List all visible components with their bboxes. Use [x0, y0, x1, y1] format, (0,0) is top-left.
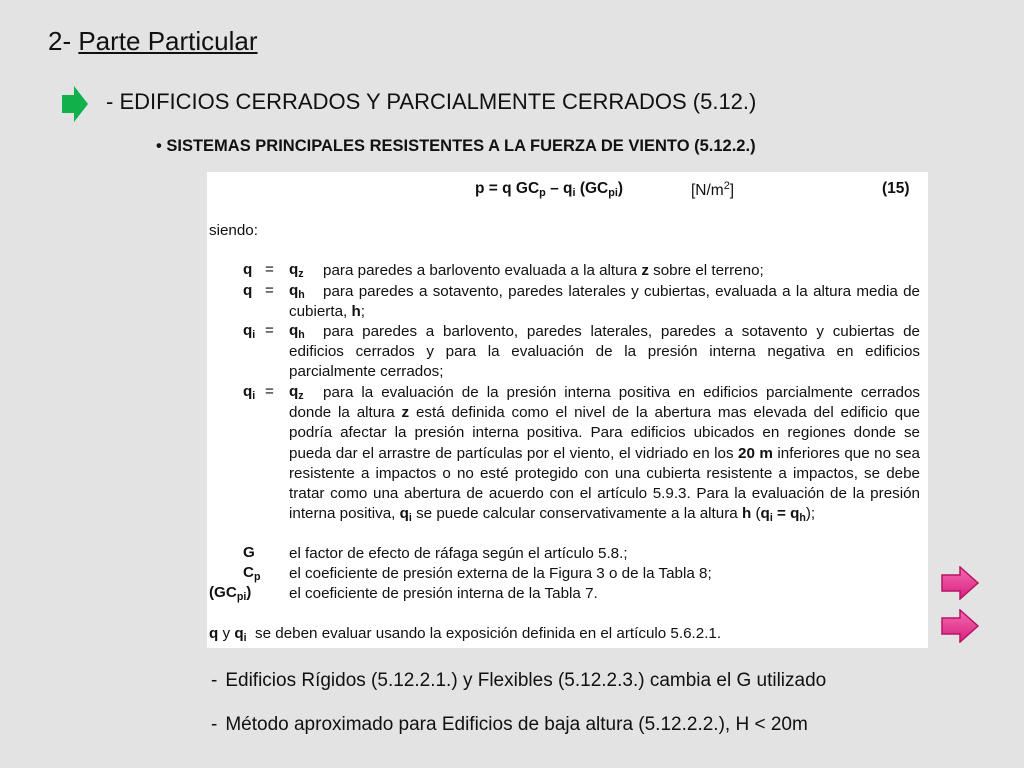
title-prefix: 2- — [48, 26, 79, 56]
definition-box: p = q $GC_p - q_i$ $(GC_{pi})$ $[N/m^2]$ (15) siendo: q = $q_z$ para paredes a barlovento evaluada a la altura z sobre el terreno; q = $q_h$ para paredes a sotavento, paredes laterales y cubiertas, evaluada a la altura media de cubierta, h; $q_i$ = $q_h$ para paredes a barlovento, paredes laterales, paredes a sotavento y cubiertas de edificios cerrados y para la evaluación de la presión interna negativa en edificios parcialmente cerrados; $q_i$ = $q_z$ para la evaluación de la presión interna positiva en edificios parcialmente cerrados donde la altura z está definida como el nivel de la abertura mas elevada del edificio que podría afectar la presión interna positiva. Para edificios ubicados en regiones donde se pueda dar el arrastre de partículas por el viento, el vidriado en los 20 m inferiores que no sea resistente a impactos o no esté protegido con una cubierta resistente a impactos, se debe tratar como una abertura de acuerdo con el artículo 5.9.3. Para la evaluación de la presión interna positiva, $q_i$ se puede calcular conservativamente a la altura h $(q_i = q_h)$; G el factor de efecto de ráfaga según el artículo 5.8.; $C_p$ el coeficiente de presión externa de la Figura 3 o de la Tabla 8; $(GC_{pi})$ el coeficiente de presión interna de la Tabla 7. q y $q_i$ se deben evaluar usando la exposición definida en el artículo 5.6.2.1. — [207, 172, 928, 648]
list-item: - Edificios Rígidos (5.12.2.1.) y Flexibles (5.12.2.3.) cambia el G utilizado — [211, 670, 827, 691]
arrow-right-icon — [62, 86, 88, 122]
siendo-label: siendo: — [209, 222, 258, 239]
definition-qi-h-text: para paredes a barlovento, paredes laterales, paredes a sotavento y cubiertas de edificios cerrados y para la evaluación de la presión interna negativa en edificios parcialmente cerrados; — [289, 323, 920, 381]
equation-number: (15) — [882, 180, 910, 197]
footnote: q y $q_i$ se deben evaluar usando la exposición definida en el artículo 5.6.2.1. — [209, 625, 722, 644]
formula-unit: $[N/m^2]$ — [691, 180, 735, 200]
title-text: Parte Particular — [78, 26, 258, 56]
bullet-heading: • SISTEMAS PRINCIPALES RESISTENTES A LA FUERZA DE VIENTO (5.12.2.) — [156, 137, 756, 155]
next-arrow-icon-2[interactable] — [940, 609, 980, 643]
formula-row — [207, 180, 928, 202]
formula: p = q $GC_p - q_i$ $(GC_{pi})$ — [475, 180, 624, 199]
next-arrow-icon[interactable] — [940, 566, 980, 600]
section-heading: - EDIFICIOS CERRADOS Y PARCIALMENTE CERRADOS (5.12.) — [106, 89, 757, 114]
page-title — [48, 26, 258, 57]
list-item: - Método aproximado para Edificios de baja altura (5.12.2.2.), H < 20m — [211, 714, 808, 735]
